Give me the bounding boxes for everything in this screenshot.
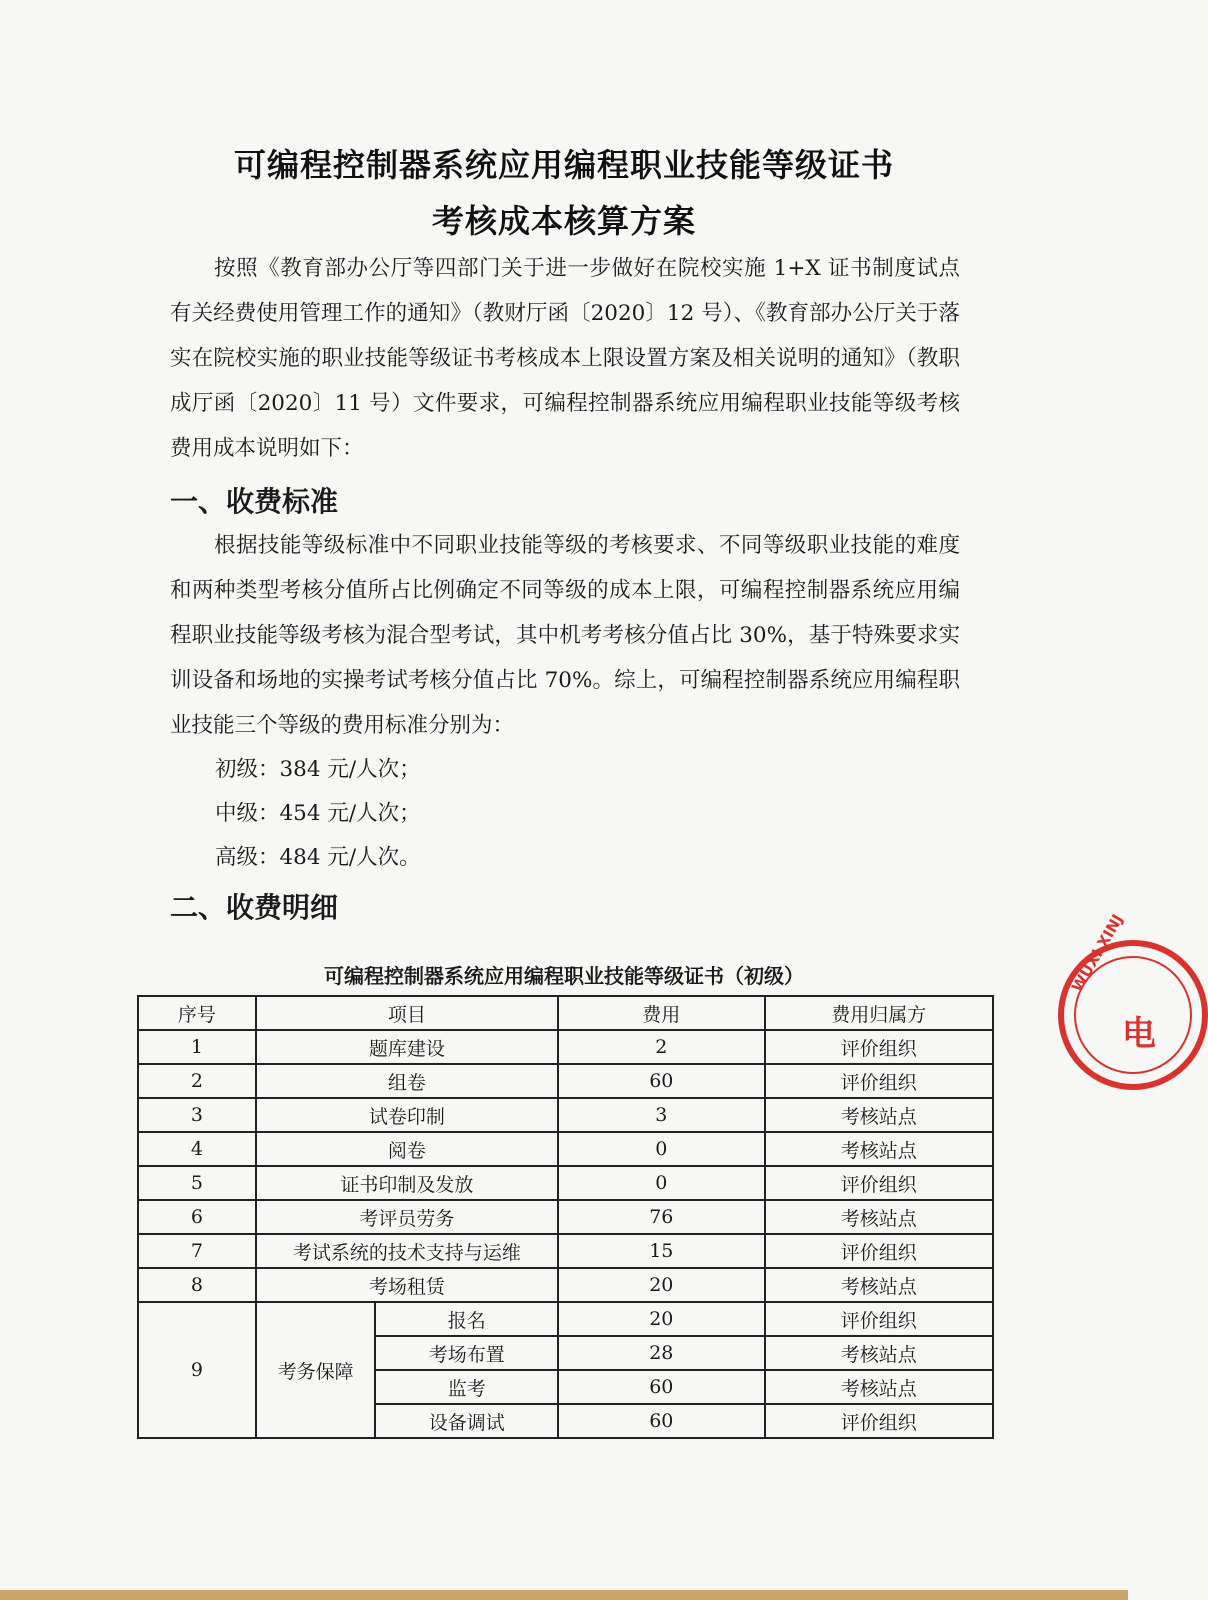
cell-owner: 考核站点 [765,1370,993,1404]
cell-fee: 60 [558,1064,765,1098]
cell-subitem: 考场布置 [375,1336,558,1370]
section2-heading: 二、收费明细 [170,891,339,924]
cell-fee: 28 [558,1336,765,1370]
cell-subitem: 监考 [375,1370,558,1404]
cell-fee: 20 [558,1302,765,1336]
document-title-line1: 可编程控制器系统应用编程职业技能等级证书 [233,146,894,184]
cell-no-group: 9 [138,1302,256,1438]
table-row [138,1132,993,1166]
cell-item: 考场租赁 [256,1268,558,1302]
cell-owner: 考核站点 [765,1336,993,1370]
fee-line-junior: 初级：384 元/人次； [215,757,421,782]
cell-fee: 60 [558,1404,765,1438]
cell-fee: 2 [558,1030,765,1064]
cell-group-item: 考务保障 [256,1302,376,1438]
cell-owner: 评价组织 [765,1166,993,1200]
table-header-row [138,996,993,1030]
bottom-edge-strip [0,1590,1128,1600]
cell-item: 证书印制及发放 [256,1166,558,1200]
table-row [138,1064,993,1098]
table-row [138,1098,993,1132]
cell-fee: 0 [558,1166,765,1200]
table-row [138,1030,993,1064]
cell-subitem: 设备调试 [375,1404,558,1438]
table-row [138,1234,993,1268]
cell-no: 7 [138,1234,256,1268]
seal-char: 电 [1122,1014,1156,1054]
cell-fee: 0 [558,1132,765,1166]
cell-owner: 评价组织 [765,1302,993,1336]
cell-no: 1 [138,1030,256,1064]
cell-fee: 76 [558,1200,765,1234]
cell-item: 题库建设 [256,1030,558,1064]
cell-no: 5 [138,1166,256,1200]
table-row [138,1302,993,1336]
cell-item: 组卷 [256,1064,558,1098]
cell-no: 6 [138,1200,256,1234]
cell-owner: 考核站点 [765,1132,993,1166]
table-caption: 可编程控制器系统应用编程职业技能等级证书（初级） [324,964,804,988]
document-title-line2: 考核成本核算方案 [431,202,696,240]
cell-no: 3 [138,1098,256,1132]
cell-item: 考试系统的技术支持与运维 [256,1234,558,1268]
cell-fee: 15 [558,1234,765,1268]
cell-fee: 60 [558,1370,765,1404]
table-row [138,1200,993,1234]
cell-owner: 评价组织 [765,1404,993,1438]
cell-item: 阅卷 [256,1132,558,1166]
cell-owner: 考核站点 [765,1200,993,1234]
fee-line-senior: 高级：484 元/人次。 [215,845,421,870]
cell-owner: 评价组织 [765,1030,993,1064]
table-row [138,1166,993,1200]
cell-fee: 20 [558,1268,765,1302]
header-item: 项目 [256,996,558,1030]
cell-subitem: 报名 [375,1302,558,1336]
cell-item: 试卷印制 [256,1098,558,1132]
seal-text: WUXI XINJ [1068,911,1127,995]
cell-owner: 考核站点 [765,1098,993,1132]
cell-owner: 评价组织 [765,1064,993,1098]
fee-table [137,995,994,1439]
cell-owner: 考核站点 [765,1268,993,1302]
cell-item: 考评员劳务 [256,1200,558,1234]
table-row [138,1268,993,1302]
section1-body: 根据技能等级标准中不同职业技能等级的考核要求、不同等级职业技能的难度和两种类型考核分值所占比例确定不同等级的成本上限，可编程控制器系统应用编程职业技能等级考核为混合型考试，其中机考考核分值占比 30%，基于特殊要求实训设备和场地的实操考试考核分值占比 70%。综上，可编程控制器系统应用编程职业技能三个等级的费用标准分别为： [170,533,960,738]
cell-no: 8 [138,1268,256,1302]
section1-heading: 一、收费标准 [170,485,339,518]
header-owner: 费用归属方 [765,996,993,1030]
cell-fee: 3 [558,1098,765,1132]
cell-owner: 评价组织 [765,1234,993,1268]
intro-paragraph: 按照《教育部办公厅等四部门关于进一步做好在院校实施 1+X 证书制度试点有关经费使用管理工作的通知》（教财厅函〔2020〕12 号）、《教育部办公厅关于落实在院校实施的职业技能等级证书考核成本上限设置方案及相关说明的通知》（教职成厅函〔2020〕11 号）文件要求，可编程控制器系统应用编程职业技能等级考核费用成本说明如下： [170,256,960,461]
cell-no: 4 [138,1132,256,1166]
header-no: 序号 [138,996,256,1030]
official-seal [1058,911,1208,1090]
cell-no: 2 [138,1064,256,1098]
header-fee: 费用 [558,996,765,1030]
fee-line-intermediate: 中级：454 元/人次； [215,801,421,826]
